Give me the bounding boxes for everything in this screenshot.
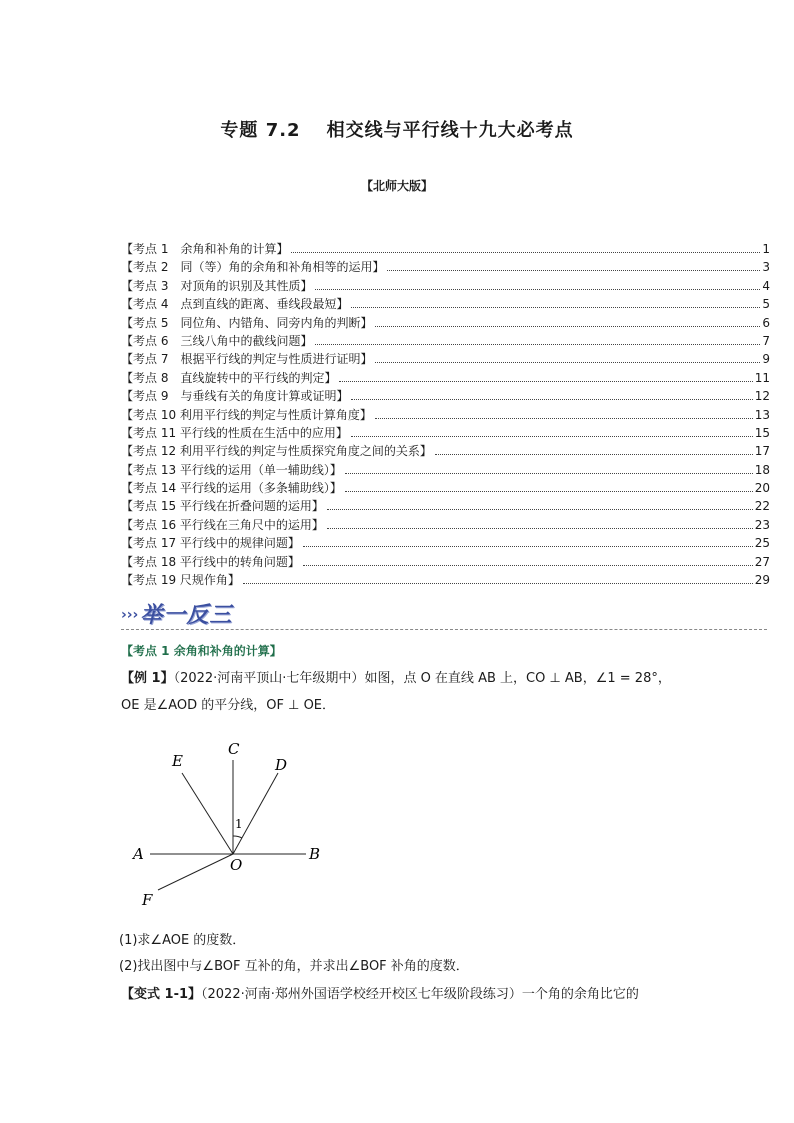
toc-leader-dots [435, 453, 753, 455]
toc-leader-dots [345, 472, 753, 474]
ray-od [233, 773, 278, 854]
toc-leader-dots [339, 380, 752, 382]
label-angle-1: 1 [235, 817, 243, 831]
toc-leader-dots [387, 269, 760, 271]
banner-text: 举一反三 [140, 602, 233, 628]
example-line-1: 如图，点 O 在直线 AB 上，CO ⊥ AB，∠1 = 28°， [364, 671, 671, 686]
toc-page-number: 12 [754, 389, 770, 404]
section-banner [121, 598, 232, 628]
toc-page-number: 5 [762, 297, 770, 312]
toc-page-number: 29 [754, 573, 770, 588]
toc-leader-dots [351, 435, 753, 437]
label-o: O [230, 856, 243, 874]
toc-label: 【考点 8 直线旋转中的平行线的判定】 [121, 370, 337, 385]
toc-label: 【考点 17 平行线中的规律问题】 [121, 536, 300, 551]
toc-label: 【考点 13 平行线的运用（单一辅助线）】 [121, 462, 342, 477]
topic-number: 专题 7.2 [220, 120, 301, 141]
toc-page-number: 20 [754, 481, 770, 496]
toc-entry[interactable] [121, 314, 770, 332]
table-of-contents [121, 240, 770, 589]
angle-1-arc [233, 836, 242, 838]
triple-arrow-icon: ››› [121, 607, 139, 623]
toc-leader-dots [303, 564, 753, 566]
toc-leader-dots [315, 288, 760, 290]
toc-page-number: 3 [762, 260, 770, 275]
variant-text: （2022·河南·郑州外国语学校经开校区七年级阶段练习）一个角的余角比它的 [201, 987, 639, 1002]
toc-page-number: 4 [762, 278, 770, 293]
toc-entry[interactable] [121, 479, 770, 497]
toc-label: 【考点 1 余角和补角的计算】 [121, 242, 289, 256]
toc-leader-dots [315, 343, 760, 345]
toc-label: 【考点 2 同（等）角的余角和补角相等的运用】 [121, 260, 385, 275]
toc-page-number: 6 [762, 315, 770, 330]
toc-leader-dots [375, 361, 760, 363]
geometry-figure [130, 735, 350, 919]
toc-page-number: 1 [762, 242, 770, 256]
toc-entry[interactable] [121, 369, 770, 387]
toc-leader-dots [327, 508, 753, 510]
toc-entry[interactable] [121, 295, 770, 313]
toc-label: 【考点 4 点到直线的距离、垂线段最短】 [121, 297, 349, 312]
label-c: C [228, 740, 240, 758]
toc-page-number: 13 [754, 407, 770, 422]
toc-page-number: 11 [754, 370, 770, 385]
toc-entry[interactable] [121, 442, 770, 460]
variant-tag: 【变式 1-1】 [121, 987, 202, 1002]
toc-leader-dots [243, 582, 753, 584]
toc-entry[interactable] [121, 461, 770, 479]
toc-entry[interactable] [121, 406, 770, 424]
toc-leader-dots [303, 545, 753, 547]
toc-leader-dots [351, 398, 752, 400]
toc-leader-dots [375, 417, 753, 419]
label-a: A [133, 845, 144, 863]
example-line-2: OE 是∠AOD 的平分线，OF ⊥ OE． [121, 698, 336, 713]
label-b: B [309, 845, 321, 863]
toc-label: 【考点 6 三线八角中的截线问题】 [121, 333, 313, 348]
toc-entry[interactable] [121, 277, 770, 295]
label-d: D [275, 756, 288, 774]
question-1: (1)求∠AOE 的度数． [119, 933, 246, 948]
toc-entry[interactable] [121, 332, 770, 350]
toc-page-number: 25 [754, 536, 770, 551]
toc-label: 【考点 16 平行线在三角尺中的运用】 [121, 517, 324, 532]
toc-page-number: 22 [754, 499, 770, 514]
toc-label: 【考点 10 利用平行线的判定与性质计算角度】 [121, 407, 372, 422]
toc-entry[interactable] [121, 571, 770, 589]
ray-oe [182, 773, 233, 854]
topic-title: 相交线与平行线十九大必考点 [326, 120, 574, 141]
example-tag: 【例 1】 [121, 671, 174, 686]
variant-paragraph [121, 983, 639, 1002]
toc-leader-dots [351, 306, 760, 308]
example-source: （2022·河南平顶山·七年级期中） [173, 671, 365, 686]
angle-diagram [130, 735, 350, 915]
toc-label: 【考点 11 平行线的性质在生活中的应用】 [121, 425, 348, 440]
label-e: E [172, 752, 183, 770]
toc-page-number: 9 [762, 352, 770, 367]
toc-label: 【考点 12 利用平行线的判定与性质探究角度之间的关系】 [121, 444, 432, 459]
toc-label: 【考点 18 平行线中的转角问题】 [121, 554, 300, 569]
toc-entry[interactable] [121, 516, 770, 534]
toc-label: 【考点 7 根据平行线的判定与性质进行证明】 [121, 352, 373, 367]
toc-entry[interactable] [121, 240, 770, 258]
toc-entry[interactable] [121, 553, 770, 571]
toc-entry[interactable] [121, 497, 770, 515]
toc-label: 【考点 19 尺规作角】 [121, 573, 240, 588]
label-f: F [142, 891, 153, 909]
toc-entry[interactable] [121, 534, 770, 552]
toc-entry[interactable] [121, 424, 770, 442]
toc-page-number: 18 [754, 462, 770, 477]
toc-page-number: 17 [754, 444, 770, 459]
toc-label: 【考点 5 同位角、内错角、同旁内角的判断】 [121, 315, 373, 330]
toc-entry[interactable] [121, 387, 770, 405]
toc-page-number: 7 [762, 333, 770, 348]
edition-label: 【北师大版】 [360, 179, 433, 193]
example-paragraph [121, 670, 771, 688]
toc-label: 【考点 14 平行线的运用（多条辅助线）】 [121, 481, 342, 496]
question-2: (2)找出图中与∠BOF 互补的角，并求出∠BOF 补角的度数． [119, 959, 469, 974]
toc-label: 【考点 9 与垂线有关的角度计算或证明】 [121, 389, 349, 404]
toc-page-number: 27 [754, 554, 770, 569]
toc-page-number: 23 [754, 517, 770, 532]
toc-page-number: 15 [754, 425, 770, 440]
page-title [0, 116, 794, 142]
toc-label: 【考点 3 对顶角的识别及其性质】 [121, 278, 313, 293]
dashed-divider [121, 629, 767, 630]
toc-label: 【考点 15 平行线在折叠问题的运用】 [121, 499, 324, 514]
section-heading: 【考点 1 余角和补角的计算】 [121, 644, 282, 658]
toc-entry[interactable] [121, 258, 770, 276]
toc-entry[interactable] [121, 350, 770, 368]
toc-leader-dots [375, 325, 760, 327]
toc-leader-dots [327, 527, 753, 529]
toc-leader-dots [345, 490, 753, 492]
toc-leader-dots [291, 251, 760, 253]
ray-of [158, 854, 233, 890]
